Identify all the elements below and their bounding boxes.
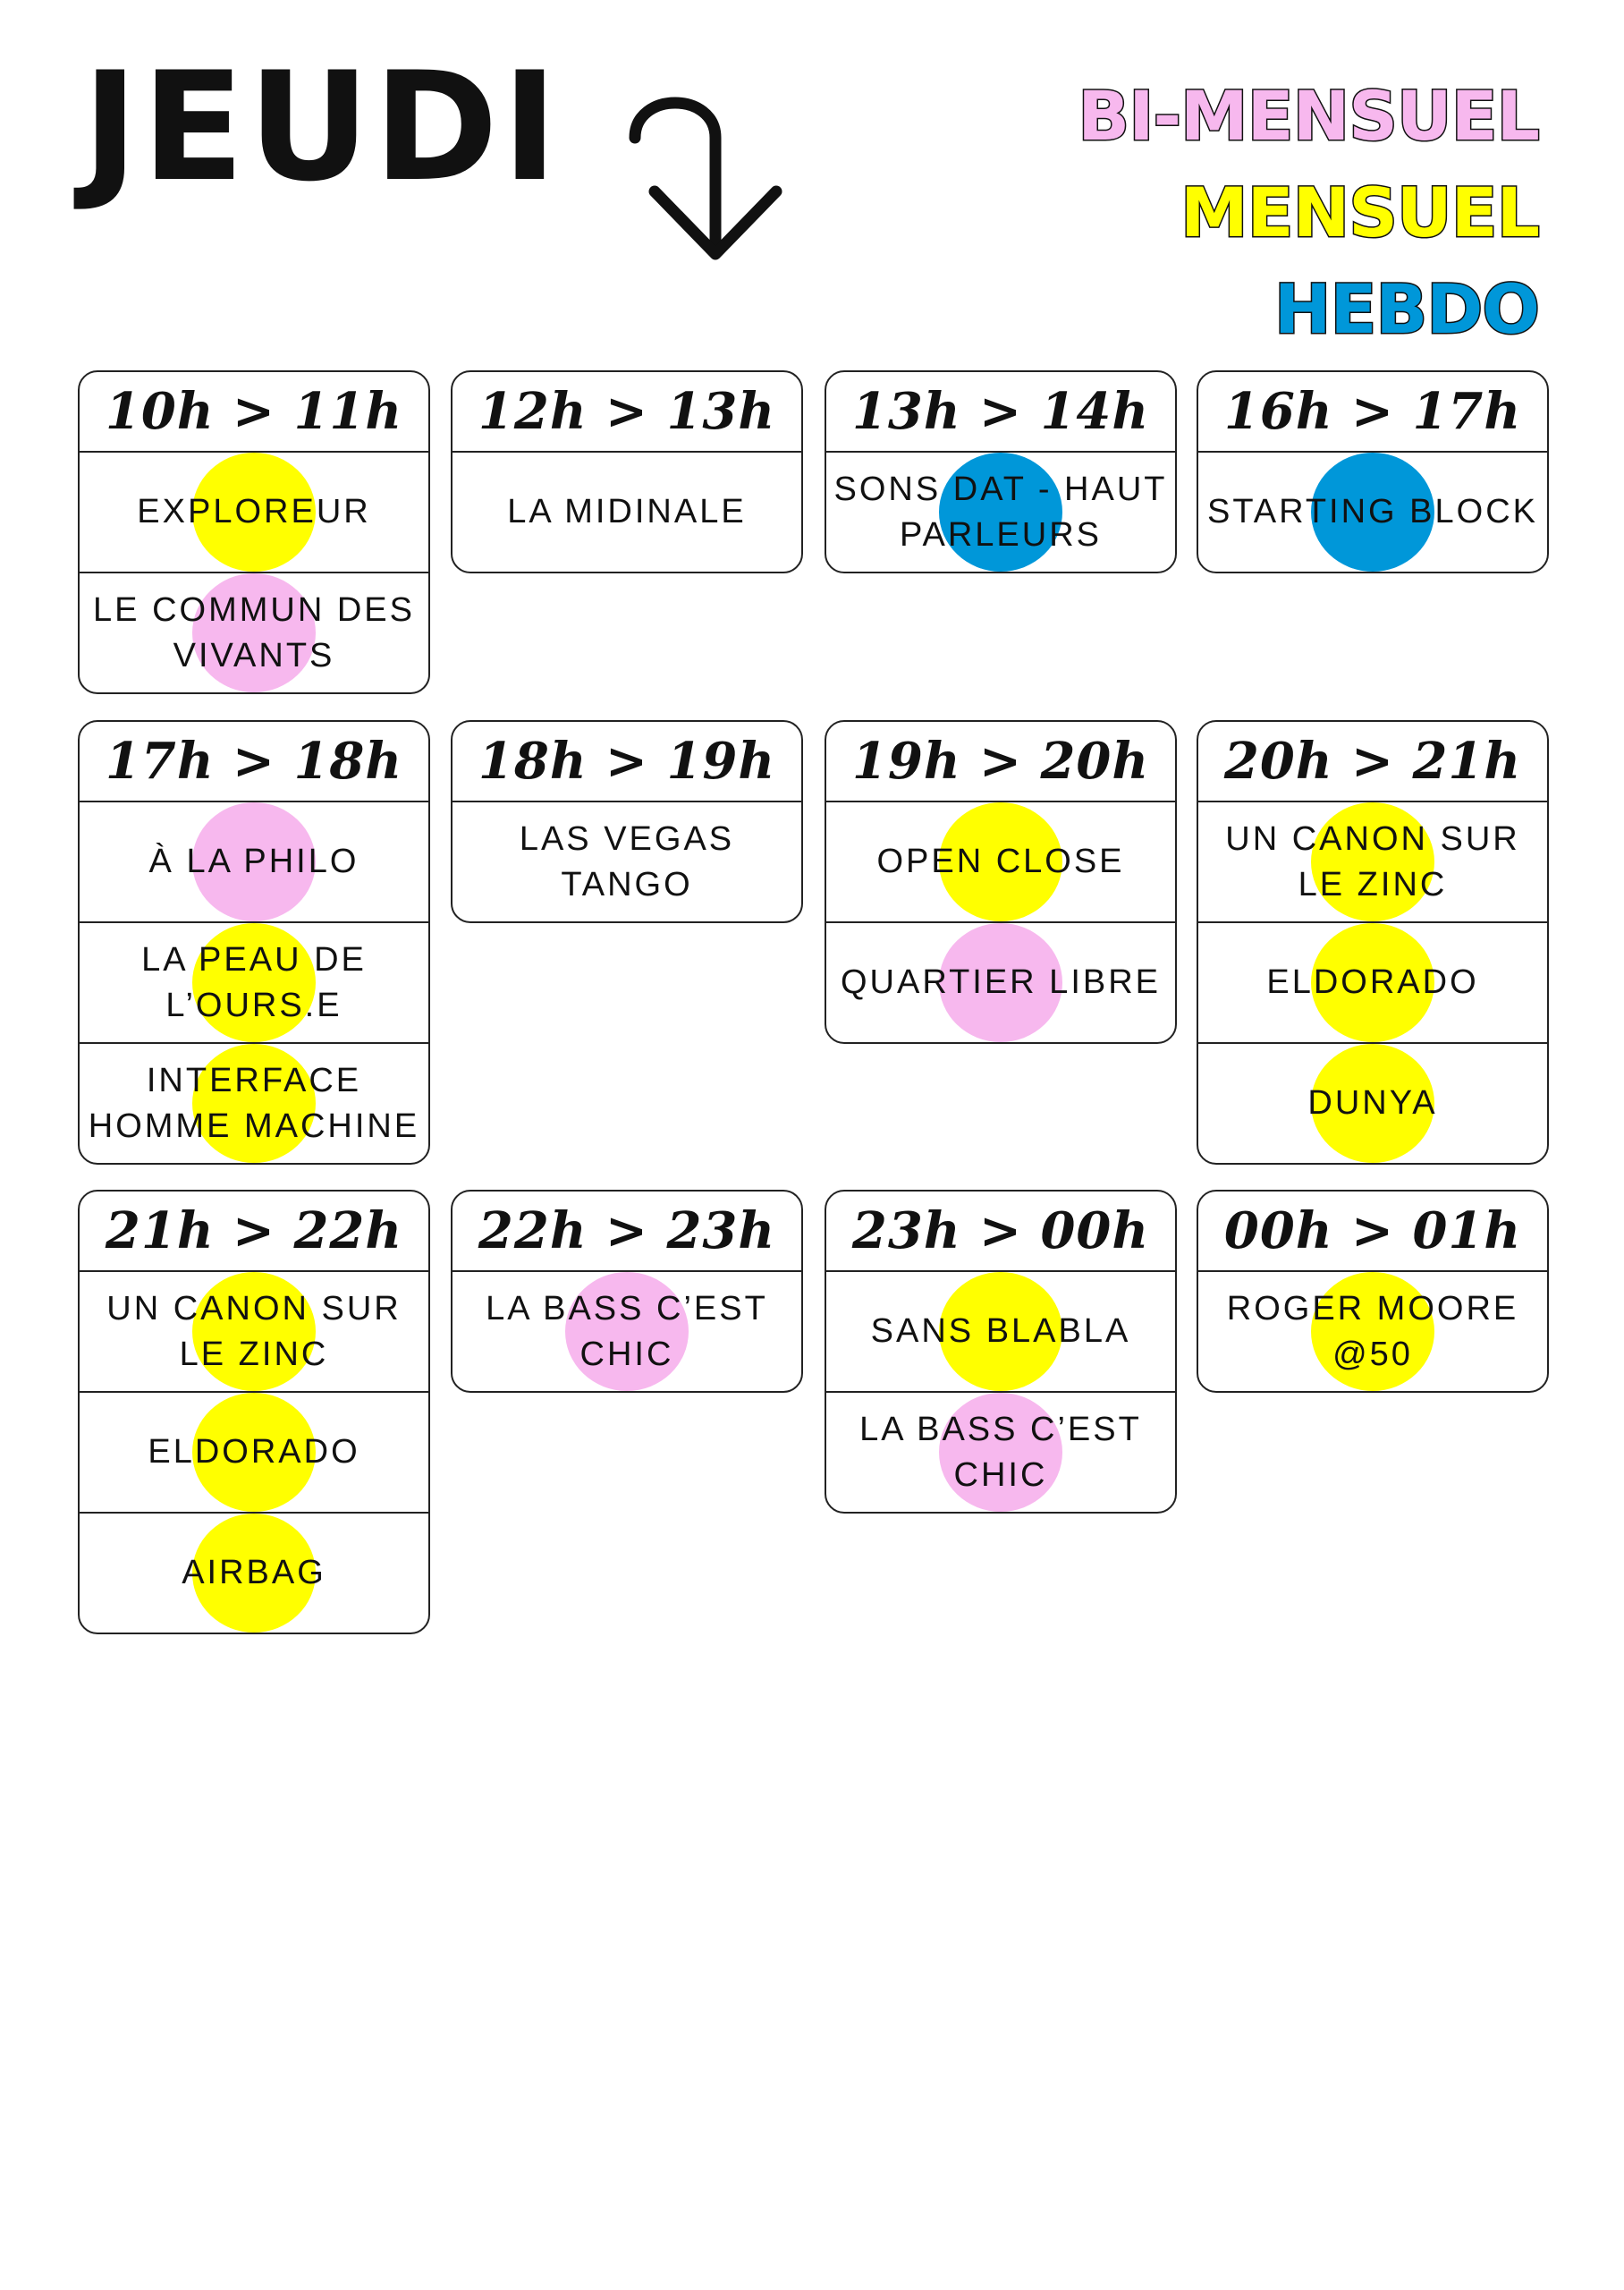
show-name: LA MIDINALE [507, 493, 747, 530]
schedule-card [1197, 370, 1549, 573]
schedule-card [451, 1190, 803, 1393]
show-slot [80, 921, 428, 1042]
schedule-card [78, 1190, 430, 1634]
show-slot [826, 921, 1175, 1042]
show-slot [1198, 453, 1547, 572]
show-name: LA BASS C’EST CHIC [486, 1289, 768, 1373]
show-name: LAS VEGAS TANGO [519, 819, 735, 903]
show-name: DUNYA [1307, 1084, 1438, 1122]
show-name: STARTING BLOCK [1207, 493, 1538, 530]
time-slot-header: 00h > 01h [1198, 1192, 1547, 1272]
show-slot [453, 802, 801, 921]
schedule-card [825, 720, 1177, 1044]
show-name: LA BASS C’EST CHIC [859, 1410, 1142, 1494]
show-name: EXPLOREUR [137, 493, 371, 530]
show-slot [826, 453, 1175, 572]
time-slot-header: 13h > 14h [826, 372, 1175, 453]
show-slot [80, 1042, 428, 1163]
show-slot [1198, 1042, 1547, 1163]
page-title: JEUDI [82, 39, 562, 215]
time-slot-header: 18h > 19h [453, 722, 801, 802]
show-slot [80, 572, 428, 692]
show-slot [826, 1272, 1175, 1391]
show-name: ROGER MOORE @50 [1226, 1289, 1519, 1373]
show-name: QUARTIER LIBRE [840, 963, 1162, 1001]
show-slot [80, 1391, 428, 1512]
show-slot [80, 1272, 428, 1391]
show-name: AIRBAG [182, 1554, 326, 1591]
schedule-card [1197, 720, 1549, 1165]
show-name: OPEN CLOSE [876, 843, 1125, 880]
show-name: LE COMMUN DES VIVANTS [93, 590, 415, 674]
time-slot-header: 21h > 22h [80, 1192, 428, 1272]
legend-hebdo: HEBDO [1273, 269, 1539, 349]
show-slot [1198, 921, 1547, 1042]
schedule-card [78, 370, 430, 694]
show-slot [80, 1512, 428, 1633]
time-slot-header: 19h > 20h [826, 722, 1175, 802]
time-slot-header: 10h > 11h [80, 372, 428, 453]
schedule-card [825, 1190, 1177, 1514]
schedule-card [825, 370, 1177, 573]
show-name: UN CANON SUR LE ZINC [106, 1289, 402, 1373]
show-name: LA PEAU DE L’OURS.E [141, 940, 367, 1024]
time-slot-header: 12h > 13h [453, 372, 801, 453]
schedule-card [78, 720, 430, 1165]
show-slot [80, 453, 428, 572]
show-name: INTERFACE HOMME MACHINE [88, 1061, 420, 1145]
show-slot [826, 802, 1175, 921]
time-slot-header: 23h > 00h [826, 1192, 1175, 1272]
show-slot [80, 802, 428, 921]
time-slot-header: 22h > 23h [453, 1192, 801, 1272]
show-slot [453, 453, 801, 572]
frequency-legend [1078, 68, 1539, 358]
show-slot [1198, 802, 1547, 921]
show-name: SONS DAT - HAUT PARLEURS [833, 470, 1168, 554]
curved-arrow-down-icon [617, 73, 796, 270]
legend-bimensuel: BI-MENSUEL [1078, 76, 1539, 156]
show-slot [826, 1391, 1175, 1512]
show-name: À LA PHILO [148, 843, 359, 880]
time-slot-header: 16h > 17h [1198, 372, 1547, 453]
time-slot-header: 17h > 18h [80, 722, 428, 802]
show-name: ELDORADO [1266, 963, 1479, 1001]
show-name: UN CANON SUR LE ZINC [1225, 819, 1520, 903]
legend-mensuel: MENSUEL [1180, 173, 1539, 252]
show-slot [1198, 1272, 1547, 1391]
schedule-card [1197, 1190, 1549, 1393]
time-slot-header: 20h > 21h [1198, 722, 1547, 802]
show-slot [453, 1272, 801, 1391]
schedule-card [451, 370, 803, 573]
show-name: SANS BLABLA [870, 1312, 1131, 1350]
show-name: ELDORADO [148, 1433, 360, 1471]
schedule-card [451, 720, 803, 923]
